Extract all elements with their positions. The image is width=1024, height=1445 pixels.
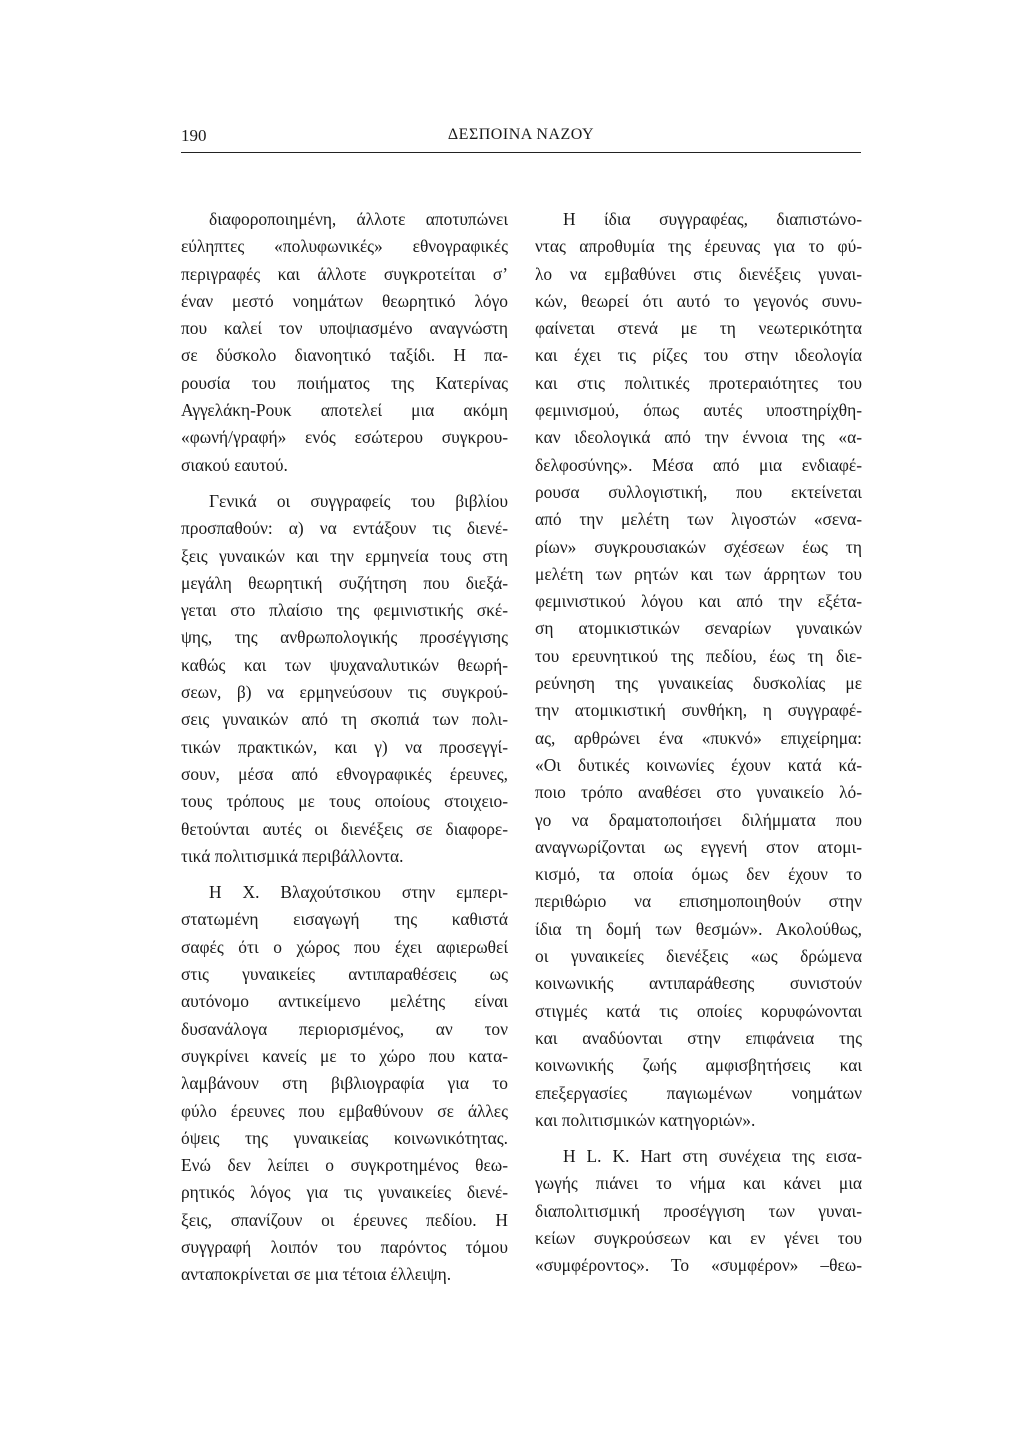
text-line: σεων, β) να ερμηνεύσουν τις συγκρού- bbox=[181, 682, 508, 703]
text-line: σε δύσκολο διανοητικό ταξίδι. Η πα- bbox=[181, 345, 508, 366]
text-line: ντας απροθυμία της έρευνας για το φύ- bbox=[535, 236, 862, 257]
text-line: σιακού εαυτού. bbox=[181, 454, 288, 475]
text-line: αυτόνομο αντικείμενο μελέτης είναι bbox=[181, 991, 508, 1012]
text-line: στατωμένη εισαγωγή της καθιστά bbox=[181, 909, 508, 930]
paragraph-gap bbox=[181, 479, 508, 488]
text-line: ψης, της ανθρωπολογικής προσέγγισης bbox=[181, 627, 508, 648]
text-line: ίδια τη δομή των θεσμών». Ακολούθως, bbox=[535, 918, 862, 939]
paragraph-gap bbox=[535, 1134, 862, 1143]
text-line: έναν μεστό νοημάτων θεωρητικό λόγο bbox=[181, 290, 508, 311]
text-line: Η L. K. Hart στη συνέχεια της εισα- bbox=[563, 1146, 862, 1167]
text-line: στις γυναικείες αντιπαραθέσεις ως bbox=[181, 964, 508, 985]
text-line: «φωνή/γραφή» ενός εσώτερου συγκρου- bbox=[181, 427, 508, 448]
text-line: προσπαθούν: α) να εντάξουν τις διενέ- bbox=[181, 518, 508, 539]
text-line: μεγάλη θεωρητική συζήτηση που διεξά- bbox=[181, 572, 508, 593]
text-line: κείων συγκρούσεων και εν γένει του bbox=[535, 1227, 862, 1248]
text-line: διαφοροποιημένη, άλλοτε αποτυπώνει bbox=[209, 209, 508, 229]
text-line: περιγραφές και άλλοτε συγκροτείται σ’ bbox=[181, 263, 508, 284]
page-number: 190 bbox=[181, 126, 207, 145]
left-column bbox=[181, 206, 508, 1289]
text-line: Αγγελάκη-Ρουκ αποτελεί μια ακόμη bbox=[181, 400, 508, 421]
text-line: ρουσία του ποιήματος της Κατερίνας bbox=[181, 372, 508, 393]
text-line: από την μελέτη των λιγοστών «σενα- bbox=[535, 509, 862, 530]
text-line: δελφοσύνης». Μέσα από μια ενδιαφέ- bbox=[535, 454, 862, 475]
text-line: καν ιδεολογικά από την έννοια της «α- bbox=[535, 427, 862, 448]
text-line: ρεύνηση της γυναικείας δυσκολίας με bbox=[535, 673, 862, 694]
text-line: την ατομικιστική συνθήκη, η συγγραφέ- bbox=[535, 700, 862, 721]
text-line: Η Χ. Βλαχούτσικου στην εμπερι- bbox=[209, 882, 508, 903]
text-line: φύλο έρευνες που εμβαθύνουν σε άλλες bbox=[181, 1100, 508, 1121]
paragraph bbox=[181, 488, 508, 870]
text-line: λο να εμβαθύνει στις διενέξεις γυναι- bbox=[535, 263, 862, 284]
text-line: όψεις της γυναικείας κοινωνικότητας. bbox=[181, 1127, 508, 1148]
text-line: του ερευνητικού της πεδίου, έως τη διε- bbox=[535, 645, 862, 666]
text-line: αναγνωρίζονται ως εγγενή στον ατομι- bbox=[535, 836, 862, 857]
text-line: κών, θεωρεί ότι αυτό το γεγονός συνυ- bbox=[535, 290, 862, 311]
text-line: κισμό, τα οποία όμως δεν έχουν το bbox=[535, 864, 862, 885]
text-line: ρίων» συγκρουσιακών σχέσεων έως τη bbox=[535, 536, 862, 557]
text-line: «συμφέροντος». Το «συμφέρον» –θεω- bbox=[535, 1255, 862, 1276]
text-line: και έχει τις ρίζες του στην ιδεολογία bbox=[535, 345, 862, 366]
text-line: και αναδύονται στην επιφάνεια της bbox=[535, 1027, 862, 1048]
text-line: ση ατομικιστικών σεναρίων γυναικών bbox=[535, 618, 862, 639]
text-line: οι γυναικείες διενέξεις «ως δρώμενα bbox=[535, 946, 862, 967]
text-line: επεξεργασίες παγιωμένων νοημάτων bbox=[535, 1082, 862, 1103]
text-line: συγκρίνει κανείς με το χώρο που κατα- bbox=[181, 1045, 508, 1066]
text-line: ρουσα συλλογιστική, που εκτείνεται bbox=[535, 481, 862, 502]
text-line: θετούνται αυτές οι διενέξεις σε διαφορε- bbox=[181, 818, 508, 839]
text-line: τους τρόπους με τους οποίους στοιχειο- bbox=[181, 791, 508, 812]
text-line: Ενώ δεν λείπει ο συγκροτημένος θεω- bbox=[181, 1155, 508, 1176]
text-line: γο να δραματοποιήσει διλήμματα που bbox=[535, 809, 862, 830]
text-line: ξεις, σπανίζουν οι έρευνες πεδίου. Η bbox=[181, 1209, 508, 1230]
paragraph-gap bbox=[181, 870, 508, 879]
right-column bbox=[535, 206, 862, 1280]
text-line: ανταποκρίνεται σε μια τέτοια έλλειψη. bbox=[181, 1264, 452, 1285]
text-line: εύληπτες «πολυφωνικές» εθνογραφικές bbox=[181, 236, 508, 257]
text-line: φεμινιστικού λόγου και από την εξέτα- bbox=[535, 591, 862, 612]
text-line: «Οι δυτικές κοινωνίες έχουν κατά κά- bbox=[535, 754, 862, 775]
text-line: συγγραφή λοιπόν του παρόντος τόμου bbox=[181, 1236, 508, 1257]
text-line: σεις γυναικών από τη σκοπιά των πολι- bbox=[181, 709, 508, 730]
running-title: ΔΕΣΠΟΙΝΑ ΝΑΖΟΥ bbox=[447, 126, 595, 143]
text-line: λαμβάνουν στη βιβλιογραφία για το bbox=[181, 1073, 508, 1094]
text-line: φαίνεται στενά με τη νεωτερικότητα bbox=[535, 318, 862, 339]
text-line: ποιο τρόπο αναθέσει στο γυναικείο λό- bbox=[535, 782, 862, 803]
text-line: φεμινισμού, όπως αυτές υποστηρίχθη- bbox=[535, 400, 862, 421]
text-line: κοινωνικής ζωής αμφισβητήσεις και bbox=[535, 1055, 862, 1076]
text-line: ας, αρθρώνει ένα «πυκνό» επιχείρημα: bbox=[535, 727, 862, 748]
text-line: περιθώριο να επισημοποιηθούν στην bbox=[535, 891, 862, 912]
paragraph bbox=[181, 206, 508, 479]
text-line: Η ίδια συγγραφέας, διαπιστώνο- bbox=[563, 209, 862, 229]
text-line: και πολιτισμικών κατηγοριών». bbox=[535, 1109, 756, 1130]
text-line: κοινωνικής αντιπαράθεσης συνιστούν bbox=[535, 973, 862, 994]
text-line: γωγής πιάνει το νήμα και κάνει μια bbox=[535, 1173, 862, 1194]
text-line: ξεις γυναικών και την ερμηνεία τους στη bbox=[181, 545, 508, 566]
text-line: στιγμές κατά τις οποίες κορυφώνονται bbox=[535, 1000, 862, 1021]
text-line: δυσανάλογα περιορισμένος, αν τον bbox=[181, 1018, 508, 1039]
paragraph bbox=[535, 1143, 862, 1279]
text-line: σουν, μέσα από εθνογραφικές έρευνες, bbox=[181, 763, 508, 784]
text-line: καθώς και των ψυχαναλυτικών θεωρή- bbox=[181, 654, 508, 675]
text-line: ρητικός λόγος για τις γυναικείες διενέ- bbox=[181, 1182, 508, 1203]
text-line: Γενικά οι συγγραφείς του βιβλίου bbox=[209, 490, 508, 511]
text-line: που καλεί τον υποψιασμένο αναγνώστη bbox=[181, 318, 508, 339]
text-line: τικών πρακτικών, και γ) να προσεγγί- bbox=[181, 736, 508, 757]
text-line: διαπολιτισμική προσέγγιση των γυναι- bbox=[535, 1200, 862, 1221]
text-line: γεται στο πλαίσιο της φεμινιστικής σκέ- bbox=[181, 600, 508, 621]
paragraph bbox=[535, 206, 862, 1134]
text-line: τικά πολιτισμικά περιβάλλοντα. bbox=[181, 845, 404, 866]
text-line: μελέτη των ρητών και των άρρητων του bbox=[535, 563, 862, 584]
text-line: σαφές ότι ο χώρος που έχει αφιερωθεί bbox=[181, 936, 508, 957]
page-header bbox=[181, 124, 861, 153]
text-line: και στις πολιτικές προτεραιότητες του bbox=[535, 372, 862, 393]
paragraph bbox=[181, 879, 508, 1288]
